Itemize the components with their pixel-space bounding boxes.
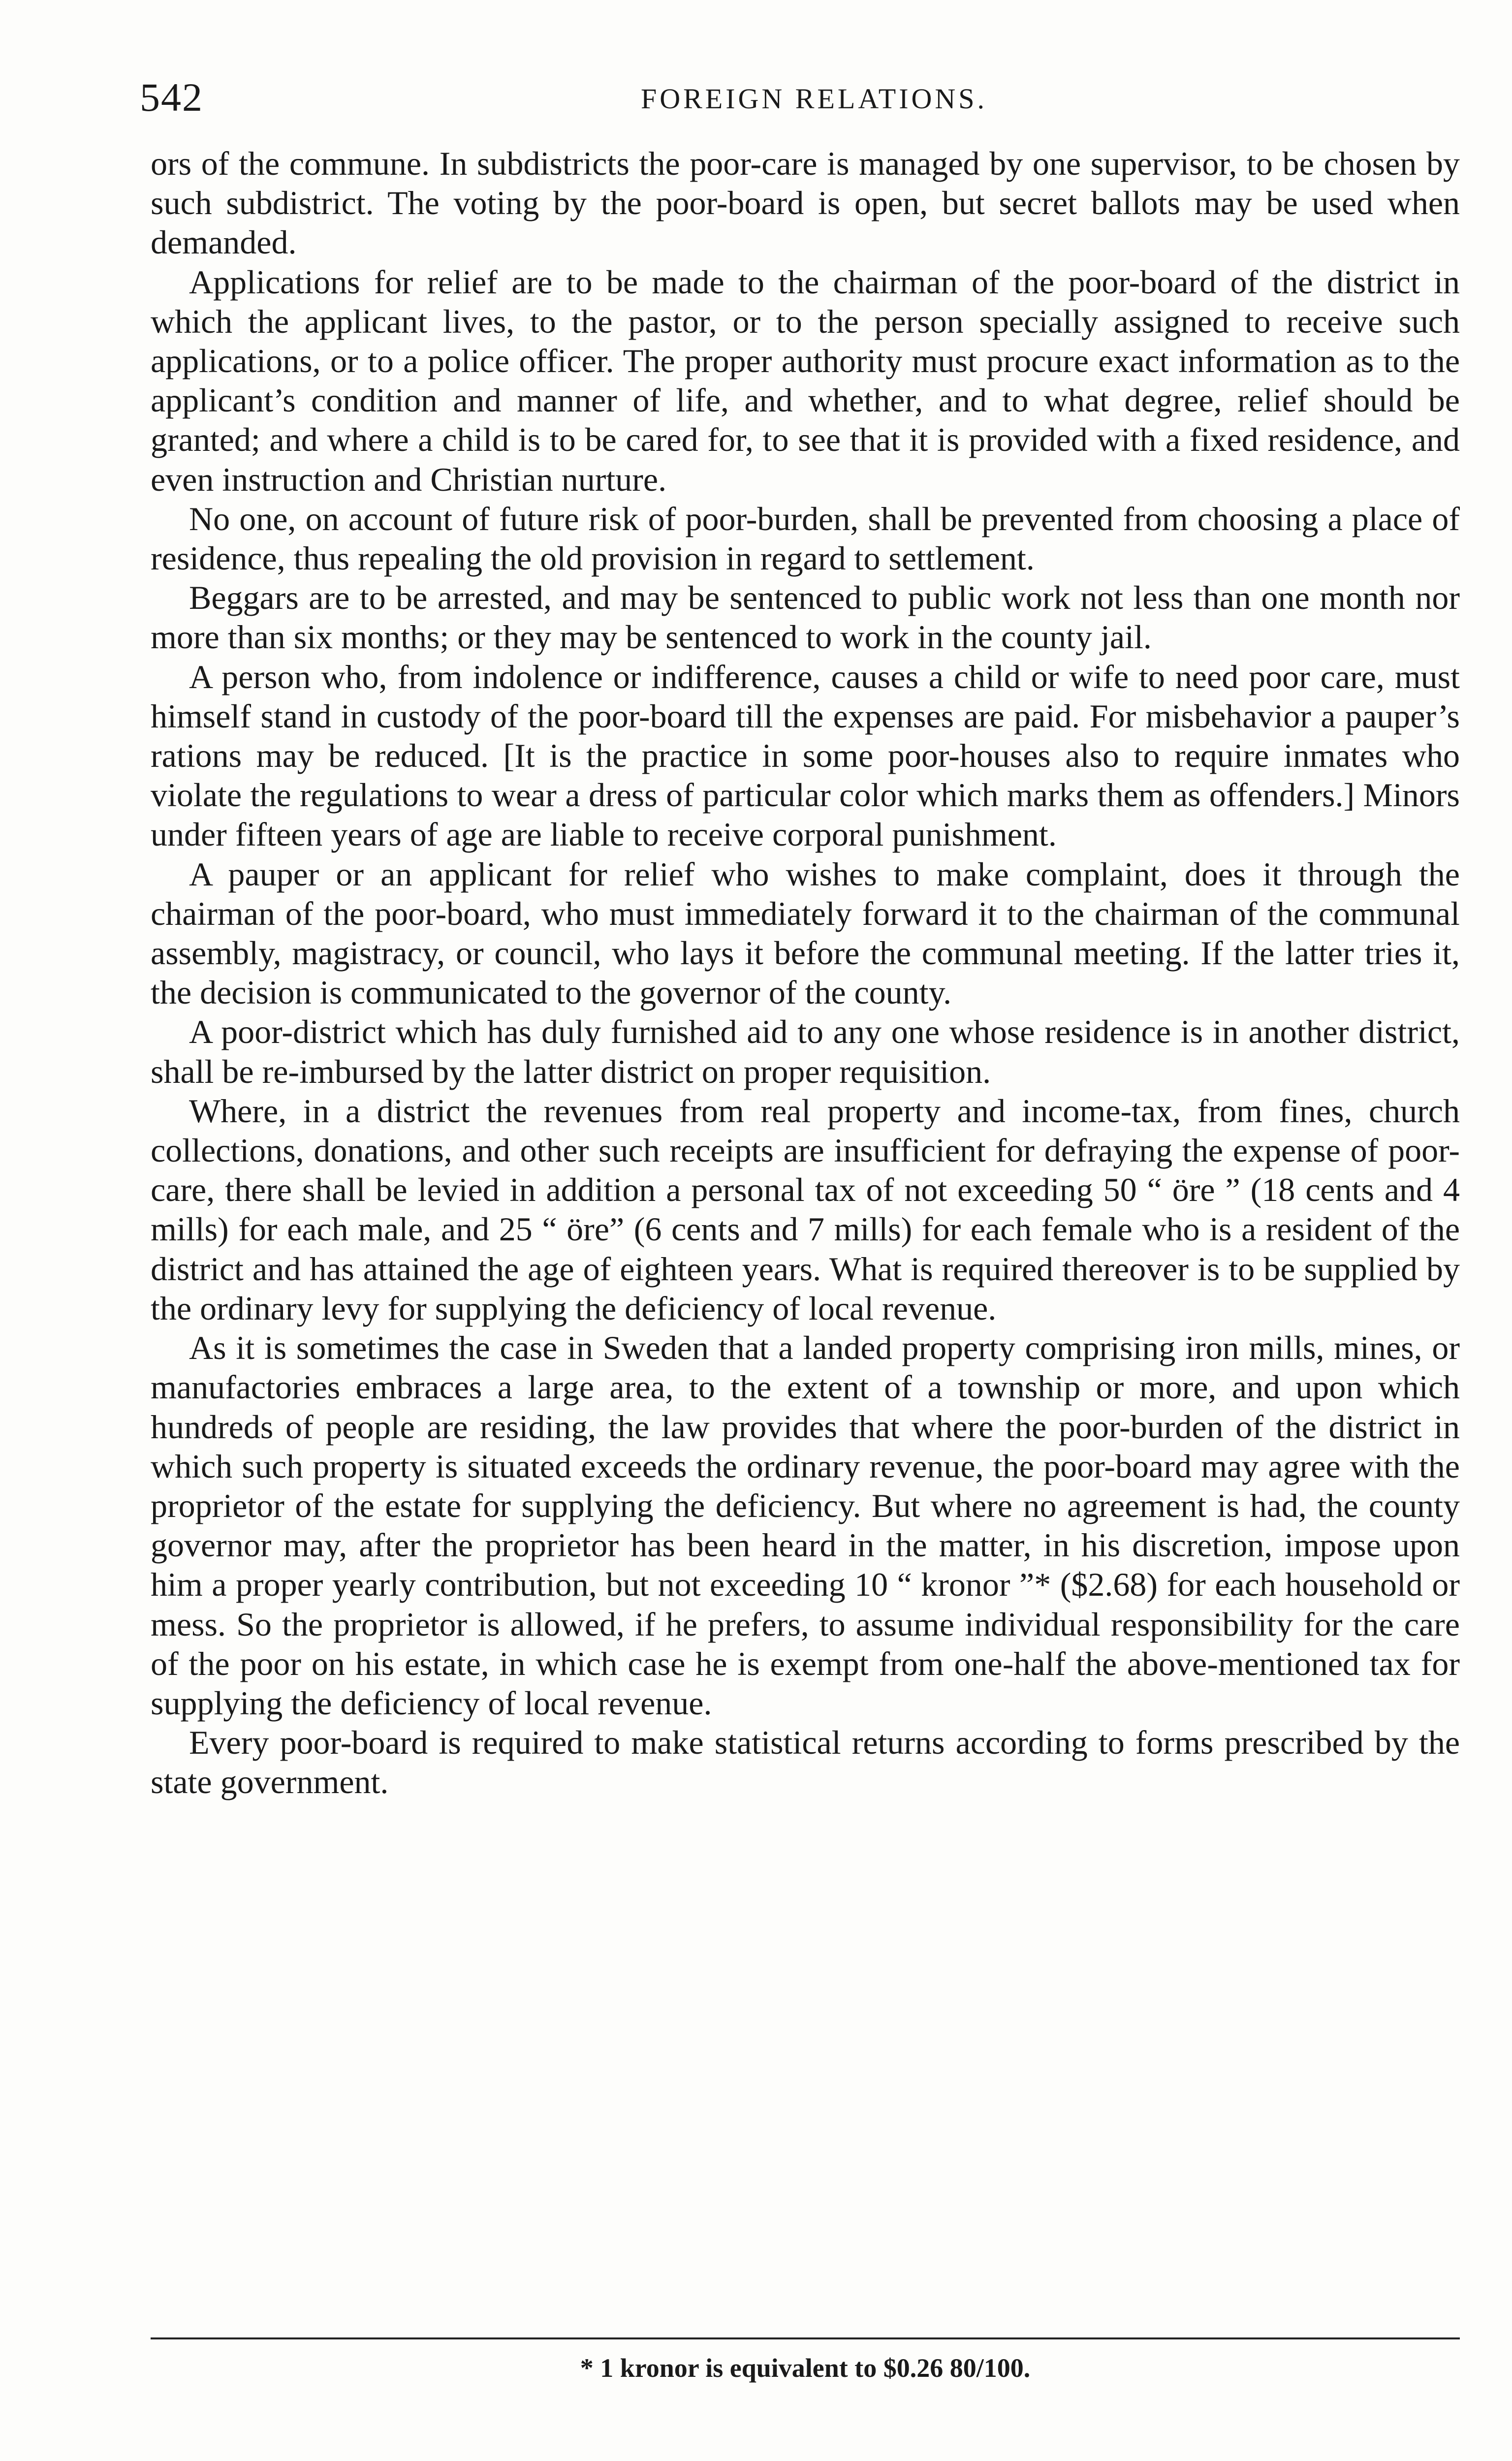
page-number: 542 <box>140 75 203 120</box>
paragraph-applications-for-relief: Applications for relief are to be made to the chairman of the poor-board of the district in which the applicant lives, to the pastor, or to the person specially assigned to receive such applications, or to a police officer. The proper authority must procure exact information as to the applicant’s condition and manner of life, and whether, and to what degree, relief should be granted; and where a child is to be cared for, to see that it is provided with a fixed residence, and even instruction and Christian nurture. <box>151 263 1460 498</box>
running-title: FOREIGN RELATIONS. <box>640 83 988 115</box>
paragraph-custody: A person who, from indolence or indifference, causes a child or wife to need poor care, must himself stand in custody of the poor-board till the expenses are paid. For misbehavior a pauper’s rations may be reduced. [It is the practice in some poor-houses also to require inmates who violate the regulations to wear a dress of particular color which marks them as offenders.] Minors under fifteen years of age are liable to receive corporal punishment. <box>151 658 1460 853</box>
paragraph-statistical-returns: Every poor-board is required to make statistical returns according to forms prescribed by the state government. <box>151 1724 1460 1801</box>
body-text <box>151 144 1460 1802</box>
footnote: * 1 kronor is equivalent to $0.26 80/100. <box>580 2353 1031 2383</box>
paragraph-reimbursement: A poor-district which has duly furnished aid to any one whose residence is in another district, shall be re-imbursed by the latter district on proper requisition. <box>151 1013 1460 1090</box>
paragraph-beggars: Beggars are to be arrested, and may be sentenced to public work not less than one month nor more than six months; or they may be sentenced to work in the county jail. <box>151 579 1460 656</box>
paragraph-complaints: A pauper or an applicant for relief who wishes to make complaint, does it through the chairman of the poor-board, who must immediately forward it to the chairman of the communal assembly, magistracy, or council, who lays it before the communal meeting. If the latter tries it, the decision is communicated to the governor of the county. <box>151 855 1460 1011</box>
paragraph-continuation: ors of the commune. In subdistricts the poor-care is managed by one supervisor, to be chosen by such subdistrict. The voting by the poor-board is open, but secret ballots may be used when demanded. <box>151 145 1460 261</box>
footnote-rule <box>151 2337 1460 2339</box>
paragraph-landed-property: As it is sometimes the case in Sweden that a landed property comprising iron mills, mines, or manufactories embraces a large area, to the extent of a township or more, and upon which hundreds of people are residing, the law provides that where the poor-burden of the district in which such property is situated exceeds the ordinary revenue, the poor-board may agree with the proprietor of the estate for supplying the deficiency. But where no agreement is had, the county governor may, after the proprietor has been heard in the matter, in his discretion, impose upon him a proper yearly contribution, but not exceeding 10 “ kronor ”* ($2.68) for each household or mess. So the proprietor is allowed, if he prefers, to assume individual responsibility for the care of the poor on his estate, in which case he is exempt from one-half the above-mentioned tax for supplying the deficiency of local revenue. <box>151 1329 1460 1722</box>
page-header <box>140 73 1459 127</box>
paragraph-personal-tax: Where, in a district the revenues from real property and income-tax, from fines, church collections, donations, and other such receipts are insufficient for defraying the expense of poor-care, there shall be levied in addition a personal tax of not exceeding 50 “ öre ” (18 cents and 4 mills) for each male, and 25 “ öre” (6 cents and 7 mills) for each female who is a resident of the district and has attained the age of eighteen years. What is required thereover is to be supplied by the ordinary levy for supplying the deficiency of local revenue. <box>151 1092 1460 1327</box>
paragraph-residence: No one, on account of future risk of poor-burden, shall be prevented from choosing a place of residence, thus repealing the old provision in regard to settlement. <box>151 500 1460 577</box>
